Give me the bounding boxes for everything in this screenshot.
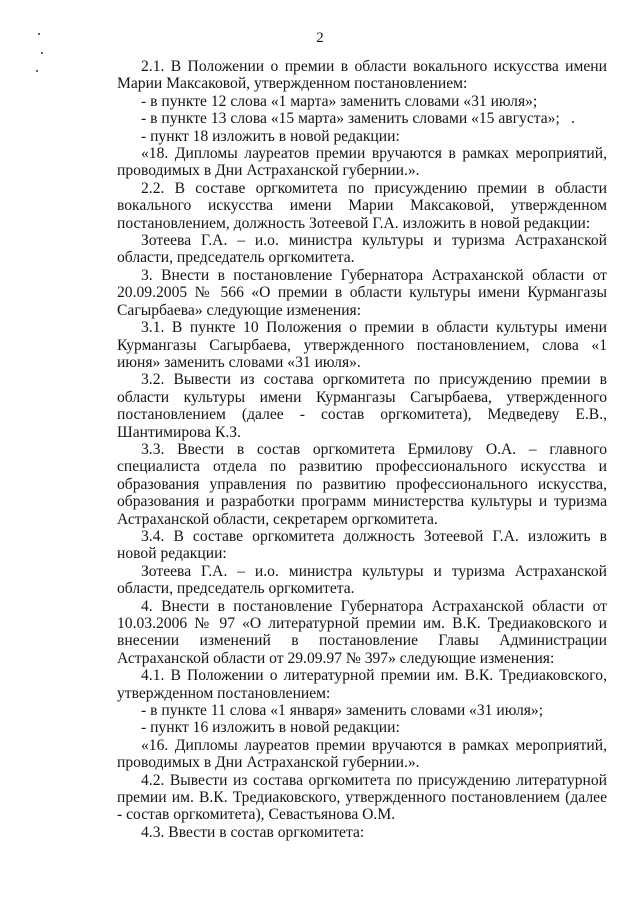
paragraph-3-1: 3.1. В пункте 10 Положения о премии в области культуры имени Курмангазы Сагырбаева, утвержденного постановлением, слова «1 июня» заменить словами «31 июля». (117, 319, 607, 371)
page-number: 2 (316, 30, 324, 46)
paragraph-4: 4. Внести в постановление Губернатора Астраханской области от 10.03.2006 № 97 «О литературной премии им. В.К. Тредиаковского и внесении изменений в постановление Главы Администрации Астраханской области от 29.09.97 № 397» следующие изменения: (117, 597, 607, 667)
quoted-clause-18: «18. Дипломы лауреатов премии вручаются в рамках мероприятий, проводимых в Дни Астраханской губернии.». (117, 145, 607, 180)
paragraph-3-3: 3.3. Ввести в состав оргкомитета Ермилову О.А. – главного специалиста отдела по развитию профессионального искусства и образования управления по развитию профессионального искусства, образования и разработки программ министерства культуры и туризма Астраханской области, секретарем оргкомитета. (117, 440, 607, 528)
paragraph-3: 3. Внести в постановление Губернатора Астраханской области от 20.09.2005 № 566 «О премии в области культуры имени Курмангазы Сагырбаева» следующие изменения: (117, 266, 607, 319)
paragraph-4-1: 4.1. В Положении о литературной премии им. В.К. Тредиаковского, утвержденном постановлением: (117, 667, 607, 702)
paragraph-3-2: 3.2. Вывести из состава оргкомитета по присуждению премии в области культуры имени Курмангазы Сагырбаева, утвержденного постановлением (далее - состав оргкомитета), Медведеву Е.В., Шантимирова К.З. (117, 371, 607, 441)
document-body (117, 58, 607, 841)
paragraph-4-2: 4.2. Вывести из состава оргкомитета по присуждению литературной премии им. В.К. Тредиаковского, утвержденного постановлением (далее - состав оргкомитета), Севастьянова О.М. (117, 771, 607, 824)
paragraph-3-4: 3.4. В составе оргкомитета должность Зотеевой Г.А. изложить в новой редакции: (117, 527, 607, 563)
list-item: - в пункте 12 слова «1 марта» заменить словами «31 июля»; (141, 92, 538, 110)
paragraph-4-3: 4.3. Ввести в состав оргкомитета: (141, 823, 365, 841)
scan-speck (36, 70, 38, 72)
paragraph-2-2: 2.2. В составе оргкомитета по присуждению премии в области вокального искусства имени Марии Максаковой, утвержденном постановлением, должность Зотеевой Г.А. изложить в новой редакции: (117, 179, 607, 232)
list-item: - в пункте 11 слова «1 января» заменить словами «31 июля»; (141, 702, 544, 720)
paragraph-2-1: 2.1. В Положении о премии в области вокального искусства имени Марии Максаковой, утвержденном постановлением: (117, 58, 607, 93)
list-item: - пункт 18 изложить в новой редакции: (141, 127, 400, 145)
list-item: - пункт 16 изложить в новой редакции: (141, 719, 400, 737)
list-item: - в пункте 13 слова «15 марта» заменить словами «15 августа»; (141, 110, 560, 128)
appointment-entry: Зотеева Г.А. – и.о. министра культуры и туризма Астраханской области, председатель оргкомитета. (117, 232, 607, 267)
scan-speck (41, 52, 43, 54)
appointment-entry: Зотеева Г.А. – и.о. министра культуры и туризма Астраханской области, председатель оргкомитета. (117, 562, 607, 598)
quoted-clause-16: «16. Дипломы лауреатов премии вручаются в рамках мероприятий, проводимых в Дни Астраханской губернии.». (117, 736, 607, 772)
